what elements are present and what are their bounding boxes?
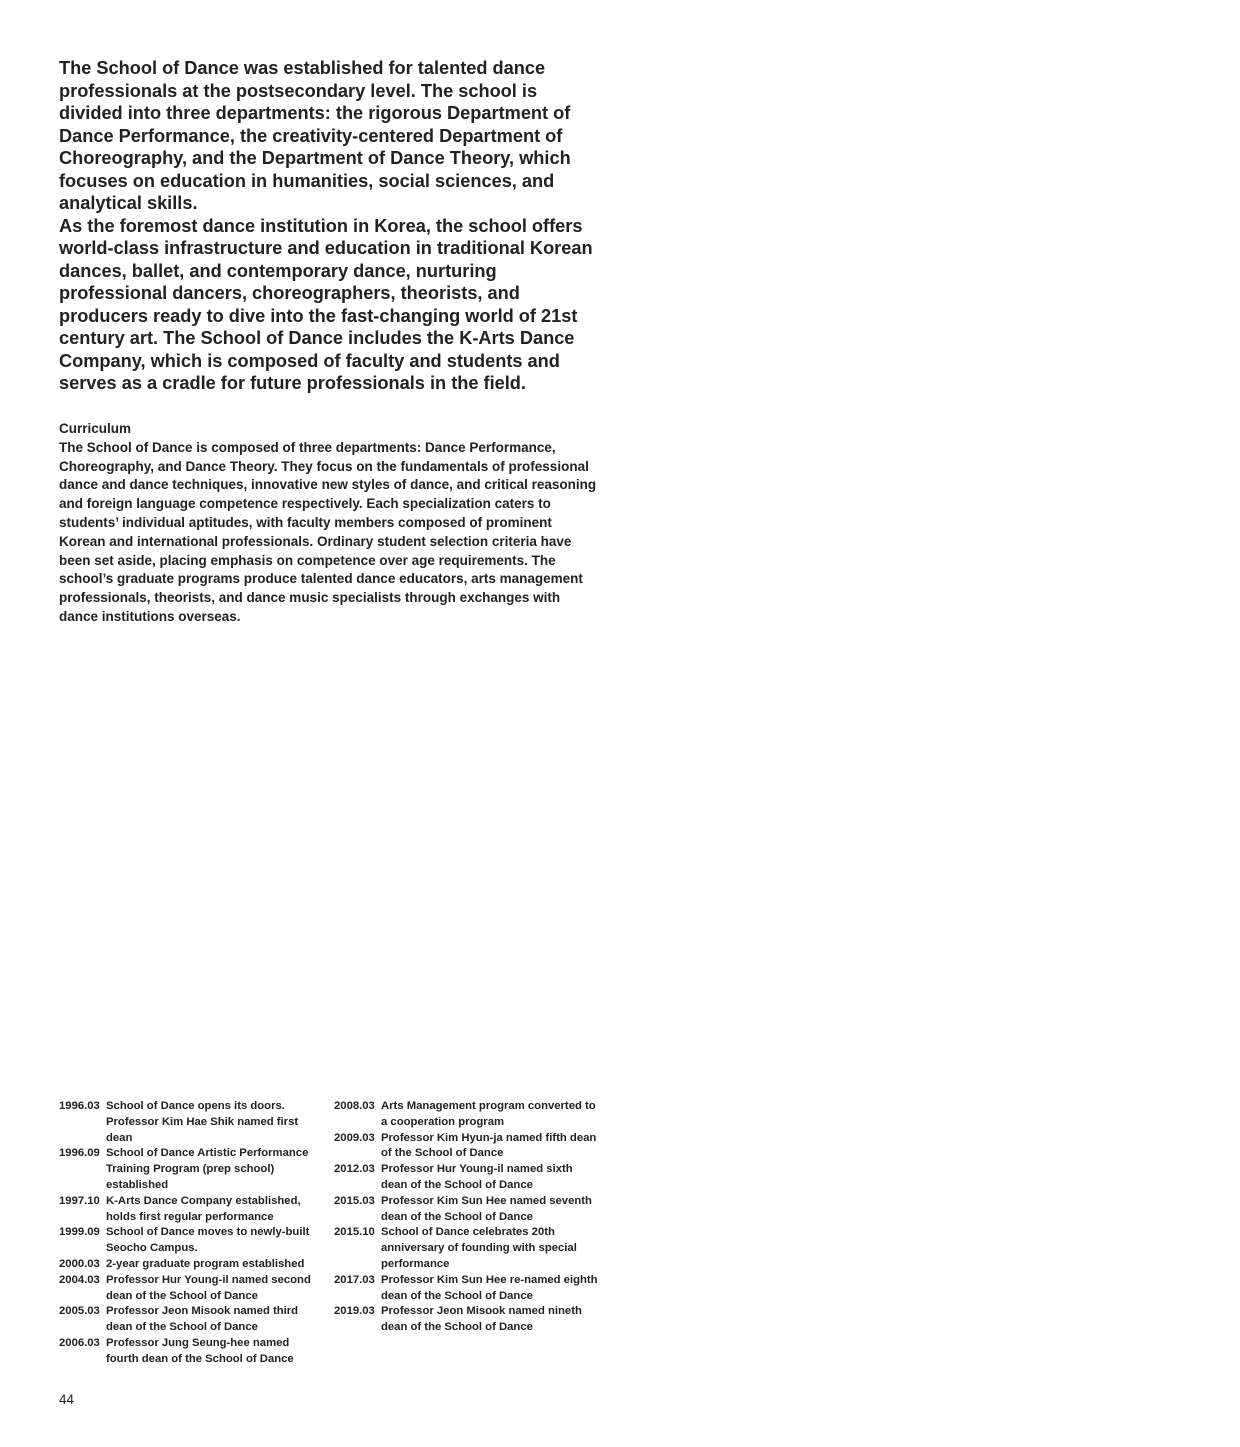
timeline-column-2 bbox=[334, 1099, 599, 1336]
timeline-column-1 bbox=[59, 1099, 324, 1368]
timeline-year: 2015.03 bbox=[334, 1194, 375, 1207]
timeline-text: Professor Jeon Misook named third dean of the School of Dance bbox=[106, 1305, 299, 1334]
timeline-text: Professor Kim Sun Hee named seventh dean of the School of Dance bbox=[381, 1194, 592, 1223]
timeline-text: Professor Hur Young-il named second dean of the School of Dance bbox=[106, 1273, 311, 1302]
timeline-entry bbox=[59, 1336, 324, 1368]
timeline-text: Professor Kim Hyun-ja named fifth dean of the School of Dance bbox=[381, 1131, 597, 1160]
timeline-entry bbox=[334, 1194, 599, 1226]
timeline-year: 2006.03 bbox=[59, 1336, 100, 1349]
timeline-year: 1996.03 bbox=[59, 1100, 100, 1112]
timeline-year: 2008.03 bbox=[334, 1100, 375, 1112]
timeline-entry bbox=[59, 1304, 324, 1336]
timeline-text: Professor Hur Young-il named sixth dean of the School of Dance bbox=[381, 1163, 573, 1191]
timeline-entry bbox=[334, 1162, 599, 1194]
timeline-text: Professor Jeon Misook named nineth dean of the School of Dance bbox=[381, 1305, 582, 1334]
timeline-year: 2004.03 bbox=[59, 1273, 100, 1286]
timeline-year: 1999.09 bbox=[59, 1226, 100, 1239]
timeline-entry bbox=[334, 1273, 599, 1305]
timeline-entry bbox=[334, 1131, 599, 1163]
timeline-year: 2005.03 bbox=[59, 1305, 100, 1318]
timeline-entry bbox=[59, 1146, 324, 1193]
timeline-year: 2012.03 bbox=[334, 1163, 375, 1176]
timeline-text: 2-year graduate program established bbox=[106, 1257, 305, 1270]
timeline-text: School of Dance Artistic Performance Training Program (prep school) established bbox=[106, 1147, 309, 1191]
timeline-year: 2009.03 bbox=[334, 1131, 375, 1144]
timeline-entry bbox=[59, 1225, 324, 1257]
timeline-year: 2000.03 bbox=[59, 1257, 100, 1270]
curriculum-body: The School of Dance is composed of three departments: Dance Performance, Choreography, and Dance Theory. They focus on the fundamentals of professional dance and dance techniques, innovative new styles of dance, and critical reasoning and foreign language competence respectively. Each specialization caters to students’ individual aptitudes, with faculty members composed of prominent Korean and international professionals. Ordinary student selection criteria have been set aside, placing emphasis on competence over age requirements. The school’s graduate programs produce talented dance educators, arts management professionals, theorists, and dance music specialists through exchanges with dance institutions overseas. bbox=[59, 439, 597, 624]
timeline-year: 2015.10 bbox=[334, 1226, 375, 1239]
timeline-entry bbox=[334, 1099, 599, 1131]
timeline-text: Professor Jung Seung-hee named fourth dean of the School of Dance bbox=[106, 1336, 294, 1365]
intro-paragraph-1: The School of Dance was established for talented dance professionals at the postsecondary level. The school is divided into three departments: the rigorous Department of Dance Performance, the creativity-centered Department of Choreography, and the Department of Dance Theory, which focuses on education in humanities, social sciences, and analytical skills. bbox=[59, 58, 571, 213]
timeline-text: School of Dance moves to newly-built Seocho Campus. bbox=[106, 1226, 310, 1255]
timeline-text: School of Dance opens its doors. Professor Kim Hae Shik named first dean bbox=[106, 1100, 299, 1144]
intro-section bbox=[59, 57, 599, 395]
timeline-year: 2017.03 bbox=[334, 1273, 375, 1286]
timeline-text: School of Dance celebrates 20th anniversary of founding with special performance bbox=[381, 1226, 577, 1270]
timeline-text: K-Arts Dance Company established, holds first regular performance bbox=[106, 1194, 301, 1223]
timeline-text: Professor Kim Sun Hee re-named eighth dean of the School of Dance bbox=[381, 1273, 598, 1302]
timeline-year: 2019.03 bbox=[334, 1305, 375, 1318]
curriculum-heading: Curriculum bbox=[59, 421, 132, 436]
timeline-year: 1997.10 bbox=[59, 1194, 100, 1207]
intro-paragraph-2: As the foremost dance institution in Korea, the school offers world-class infrastructure and education in traditional Korean dances, ballet, and contemporary dance, nurturing professional dancers, choreographers, theorists, and producers ready to dive into the fast-changing world of 21st century art. The School of Dance includes the K-Arts Dance Company, which is composed of faculty and students and serves as a cradle for future professionals in the field. bbox=[59, 215, 593, 393]
timeline-entry bbox=[59, 1273, 324, 1305]
timeline-entry bbox=[334, 1304, 599, 1336]
page-number: 44 bbox=[59, 1392, 75, 1407]
timeline-entry bbox=[59, 1194, 324, 1226]
curriculum-section bbox=[59, 420, 599, 627]
timeline-entry bbox=[334, 1225, 599, 1272]
timeline-entry bbox=[59, 1099, 324, 1146]
timeline-year: 1996.09 bbox=[59, 1147, 100, 1160]
timeline-text: Arts Management program converted to a cooperation program bbox=[381, 1100, 596, 1128]
timeline-entry bbox=[59, 1257, 324, 1273]
